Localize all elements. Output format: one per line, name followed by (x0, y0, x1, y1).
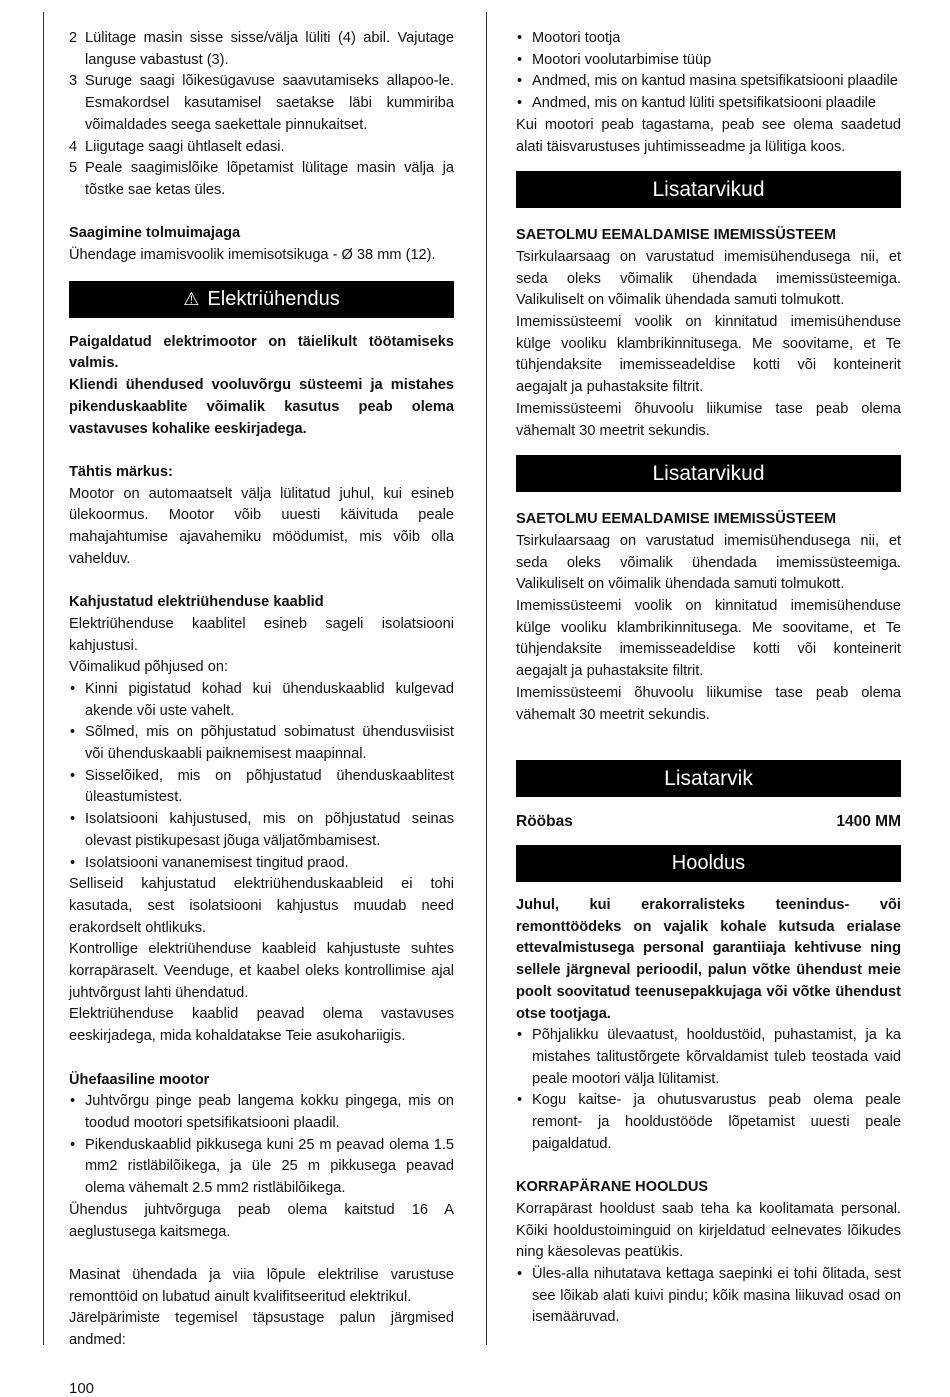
electrical-connection-header (69, 281, 454, 318)
single-phase-heading: Ühefaasiline mootor (69, 1071, 210, 1088)
damaged-para-3: Elektriühenduse kaablid peavad olema vastavuses eeskirjadega, mida kohaldatakse Teie asukohariigis. (69, 1006, 454, 1045)
accessories-header-1: Lisatarvikud (516, 171, 901, 208)
warning-triangle-icon: ⚠ (183, 288, 200, 309)
list-item: • Mootori tootja (517, 30, 621, 46)
electrical-connection-title: Elektriühendus (207, 287, 340, 310)
note-text: Mootor on automaatselt välja lülitatud juhul, kui esineb ülekoormus. Mootor võib uuesti käivituda peale mahajahtumise ajavahemiku möödumist, mis võib olla vahelduv. (69, 485, 454, 567)
page-number: 100 (69, 1380, 95, 1397)
step-3: 3 Suruge saagi lõikesügavuse saavutamiseks allapoo-le. Esmakordsel kasutamisel saetakse läbi kummiriba võimaldades seega saekettale pinnukaitset. (69, 73, 454, 133)
return-text: Kui mootori peab tagastama, peab see olema saadetud alati täisvarustuses juhtimisseadme ja lülitiga koos. (516, 116, 901, 155)
dust-system-heading-2: SAETOLMU EEMALDAMISE IMEMISSÜSTEEM (516, 511, 837, 528)
dust-system-p2-2: Imemissüsteemi voolik on kinnitatud imemisühenduse külge vooliku klambrikinnitusega. Me soovitame, et Te tühjendaksite imemisseadeldise kotti või konteinerit aegajalt ja puhastaksite filtrit. (516, 598, 901, 680)
regular-maintenance-heading: KORRAPÄRANE HOOLDUS (516, 1179, 709, 1196)
maintenance-bold-text: Juhul, kui erakorralisteks teenindus- või remonttöödeks on vajalik kohale kutsuda erialase ettevalmistusega personal garantiiaja kehtivuse ning sellele järgneval perioodil, palun võtke ühendust meie poolt soovitatud teenusepakkujaga või võtke ühendust otse tootjaga. (516, 896, 901, 1022)
step-5: 5 Peale saagimislõike lõpetamist lülitage masin välja ja tõstke sae ketas üles. (69, 160, 454, 198)
rail-length: 1400 MM (836, 813, 901, 831)
step-2: 2 Lülitage masin sisse sisse/välja lüliti (4) abil. Vajutage languse vabastust (3). (69, 30, 454, 68)
list-item: • Pikenduskaablid pikkusega kuni 25 m peavad olema 1.5 mm2 ristläbilõikega, ja üle 25 m pikkusega peavad olema vähemalt 2.5 mm2 ristläbilõikega. (70, 1136, 454, 1197)
rail-spec-row (516, 811, 901, 833)
dust-system-p1-2: Tsirkulaarsaag on varustatud imemisühendusega nii, et seda oleks võimalik ühendada imemissüsteemiga. Valikuliselt on võimalik ühendada samuti tolmukott. (516, 532, 901, 593)
dust-system-p2-1: Imemissüsteemi voolik on kinnitatud imemisühenduse külge vooliku klambrikinnitusega. Me soovitame, et Te tühjendaksite imemisseadeldise kotti või konteinerit aegajalt ja puhastaksite filtrit. (516, 314, 901, 396)
maintenance-header: Hooldus (516, 845, 901, 882)
list-item: • Kogu kaitse- ja ohutusvarustus peab olema peale remont- ja hooldustööde lõpetamist uuesti peale paigaldatud. (517, 1092, 901, 1152)
elec-bold-1: Paigaldatud elektrimootor on täielikult töötamiseks valmis. (69, 333, 454, 372)
list-item: • Isolatsiooni kahjustused, mis on põhjustatud seinas olevast pistikupesast jõuga väljatõmbamisest. (70, 811, 454, 849)
final-para-2: Järelpärimiste tegemisel täpsustage palun järgmised andmed: (69, 1310, 454, 1348)
list-item: • Andmed, mis on kantud lüliti spetsifikatsiooni plaadile (517, 95, 876, 112)
list-item: • Kinni pigistatud kohad kui ühenduskaablid kulgevad akende või uste vahelt. (70, 680, 454, 719)
list-item: • Põhjalikku ülevaatust, hooldustöid, puhastamist, ja ka mistahes talitustõrgete kõrvaldamist tuleb teostada vaid peale mootori välja lülitamist. (517, 1027, 901, 1087)
list-item: • Sisselõiked, mis on põhjustatud ühenduskaablitest üleastumistest. (70, 767, 454, 806)
dust-system-heading-1: SAETOLMU EEMALDAMISE IMEMISSÜSTEEM (516, 227, 837, 244)
final-para-1: Masinat ühendada ja viia lõpule elektrilise varustuse remonttöid on lubatud ainult kvalifitseeritud elektrikul. (69, 1266, 454, 1305)
damaged-para-1: Selliseid kahjustatud elektriühenduskaableid ei tohi kasutada, sest isolatsiooni kahjustus muudab need erakordselt ohtlikuks. (69, 876, 454, 936)
damaged-heading: Kahjustatud elektriühenduse kaablid (69, 594, 324, 611)
list-item: • Juhtvõrgu pinge peab langema kokku pingega, mis on toodud mootori spetsifikatsiooni plaadil. (70, 1093, 454, 1131)
dust-heading: Saagimine tolmuimajaga (69, 225, 241, 242)
right-column (516, 28, 901, 1329)
accessories-header-2: Lisatarvikud (516, 455, 901, 492)
note-heading: Tähtis märkus: (69, 463, 173, 480)
damaged-causes-label: Võimalikud põhjused on: (69, 659, 229, 676)
step-4: 4 Liigutage saagi ühtlaselt edasi. (69, 138, 285, 155)
column-divider-rule (486, 12, 487, 1345)
damaged-intro: Elektriühenduse kaablitel esineb sageli isolatsiooni kahjustusi. (69, 615, 454, 654)
left-margin-rule (43, 12, 44, 1345)
rail-label: Rööbas (516, 813, 573, 831)
dust-text: Ühendage imamisvoolik imemisotsikuga - Ø 38 mm (12). (69, 247, 436, 264)
single-phase-fuse: Ühendus juhtvõrguga peab olema kaitstud 16 A aeglustusega kaitsmega. (69, 1201, 454, 1240)
list-item: • Sõlmed, mis on põhjustatud sobimatust ühendusviisist või ühenduskaabli paiknemisest maapinnal. (70, 724, 454, 763)
left-column (69, 28, 454, 1352)
dust-system-p3-2: Imemissüsteemi õhuvoolu liikumise tase peab olema vähemalt 30 meetrit sekundis. (516, 684, 901, 723)
list-item: • Andmed, mis on kantud masina spetsifikatsiooni plaadile (517, 73, 898, 90)
accessory-header: Lisatarvik (516, 760, 901, 797)
list-item: • Isolatsiooni vananemisest tingitud praod. (70, 854, 349, 871)
list-item: • Üles-alla nihutatava kettaga saepinki ei tohi õlitada, sest see lõikab alati kuivi pindu; kõik masina liikuvad osad on isemääruvad. (517, 1265, 901, 1326)
regular-maintenance-text: Korrapärast hooldust saab teha ka koolitamata personal. Kõiki hooldustoiminguid on kirjeldatud eelnevates lõikudes ning käesolevas peatükis. (516, 1200, 901, 1261)
damaged-para-2: Kontrollige elektriühenduse kaableid kahjustuste suhtes korrapäraselt. Veenduge, et kaabel oleks kontrollimise ajal juhtvõrgust lahti ühendatud. (69, 941, 454, 1001)
dust-system-p1-1: Tsirkulaarsaag on varustatud imemisühendusega nii, et seda oleks võimalik ühendada imemissüsteemiga. Valikuliselt on võimalik ühendada samuti tolmukott. (516, 248, 901, 309)
elec-bold-2: Kliendi ühendused vooluvõrgu süsteemi ja mistahes pikenduskaablite võimalik kasutus peab olema vastavuses kohalike eeskirjadega. (69, 377, 454, 437)
dust-system-p3-1: Imemissüsteemi õhuvoolu liikumise tase peab olema vähemalt 30 meetrit sekundis. (516, 400, 901, 439)
list-item: • Mootori voolutarbimise tüüp (517, 51, 712, 68)
